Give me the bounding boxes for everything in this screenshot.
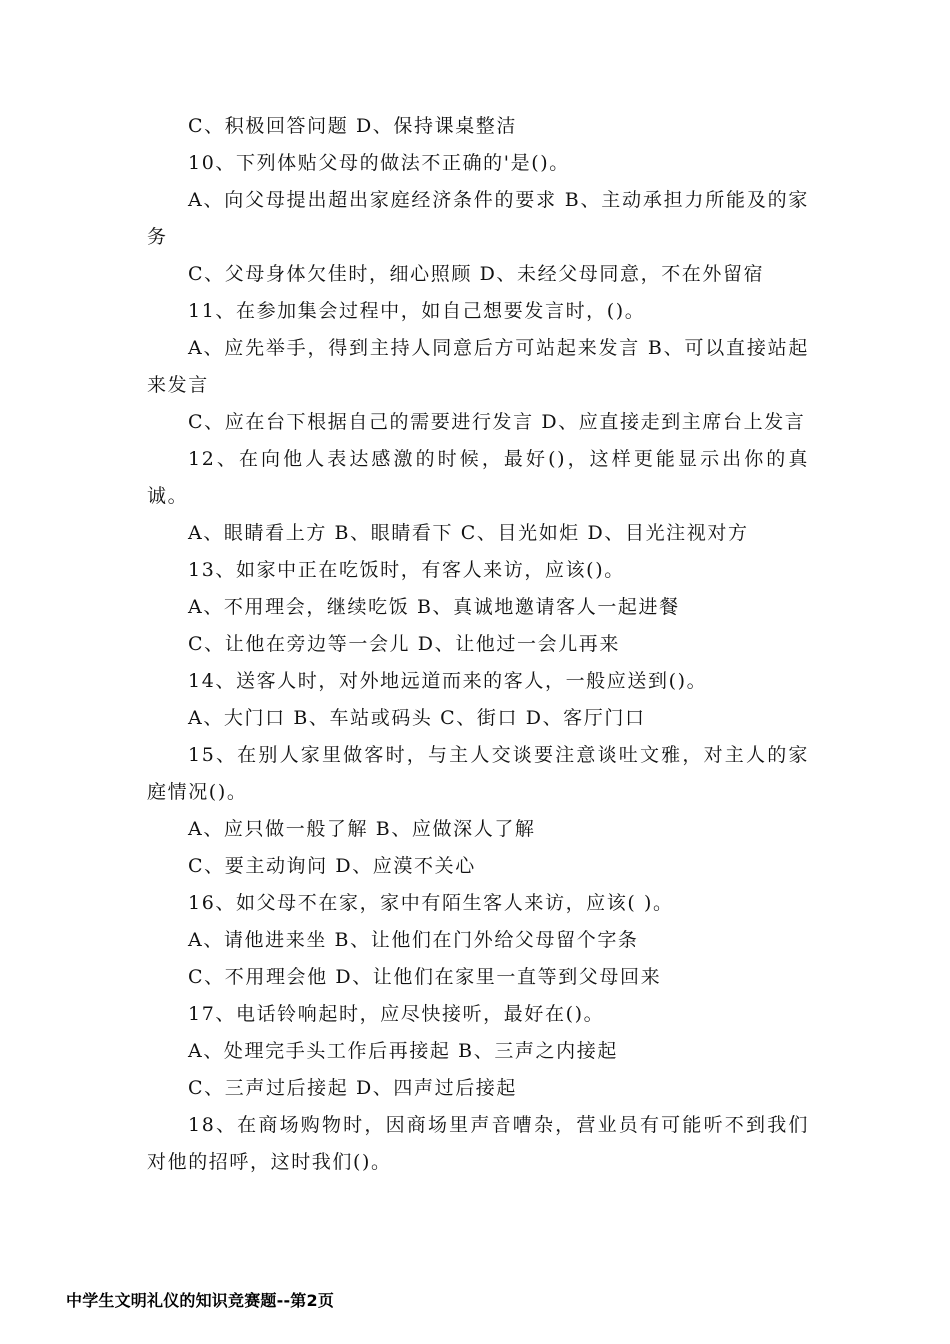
document-body: [147, 108, 809, 1181]
answer-options: C、三声过后接起 D、四声过后接起: [188, 1077, 518, 1099]
answer-options: C、让他在旁边等一会儿 D、让他过一会儿再来: [188, 633, 621, 655]
answer-options: A、向父母提出超出家庭经济条件的要求 B、主动承担力所能及的家务: [147, 189, 809, 248]
question-text: 18、在商场购物时，因商场里声音嘈杂，营业员有可能听不到我们对他的招呼，这时我们()。: [147, 1114, 809, 1173]
answer-options: A、大门口 B、车站或码头 C、街口 D、客厅门口: [188, 707, 646, 729]
answer-options: C、不用理会他 D、让他们在家里一直等到父母回来: [188, 966, 662, 988]
question-text: 17、电话铃响起时，应尽快接听，最好在()。: [188, 1003, 605, 1025]
answer-options: A、应先举手，得到主持人同意后方可站起来发言 B、可以直接站起来发言: [147, 337, 809, 396]
answer-options: C、父母身体欠佳时，细心照顾 D、未经父母同意，不在外留宿: [188, 263, 765, 285]
answer-options: C、要主动询问 D、应漠不关心: [188, 855, 476, 877]
question-text: 11、在参加集会过程中，如自己想要发言时，()。: [188, 300, 646, 322]
answer-options: A、请他进来坐 B、让他们在门外给父母留个字条: [188, 929, 639, 951]
question-text: 16、如父母不在家，家中有陌生客人来访，应该( )。: [188, 892, 674, 914]
answer-options: C、应在台下根据自己的需要进行发言 D、应直接走到主席台上发言: [188, 411, 806, 433]
answer-options: A、处理完手头工作后再接起 B、三声之内接起: [188, 1040, 618, 1062]
question-text: 13、如家中正在吃饭时，有客人来访，应该()。: [188, 559, 625, 581]
question-text: 15、在别人家里做客时，与主人交谈要注意谈吐文雅，对主人的家庭情况()。: [147, 744, 809, 803]
page-footer: 中学生文明礼仪的知识竞赛题--第2页: [66, 1291, 335, 1310]
text-line: C、积极回答问题 D、保持课桌整洁: [188, 115, 518, 137]
answer-options: A、应只做一般了解 B、应做深人了解: [188, 818, 536, 840]
question-text: 10、下列体贴父母的做法不正确的'是()。: [188, 152, 570, 174]
question-text: 14、送客人时，对外地远道而来的客人，一般应送到()。: [188, 670, 708, 692]
question-text: 12、在向他人表达感激的时候，最好()，这样更能显示出你的真诚。: [147, 448, 809, 507]
answer-options: A、不用理会，继续吃饭 B、真诚地邀请客人一起进餐: [188, 596, 680, 618]
answer-options: A、眼睛看上方 B、眼睛看下 C、目光如炬 D、目光注视对方: [188, 522, 749, 544]
